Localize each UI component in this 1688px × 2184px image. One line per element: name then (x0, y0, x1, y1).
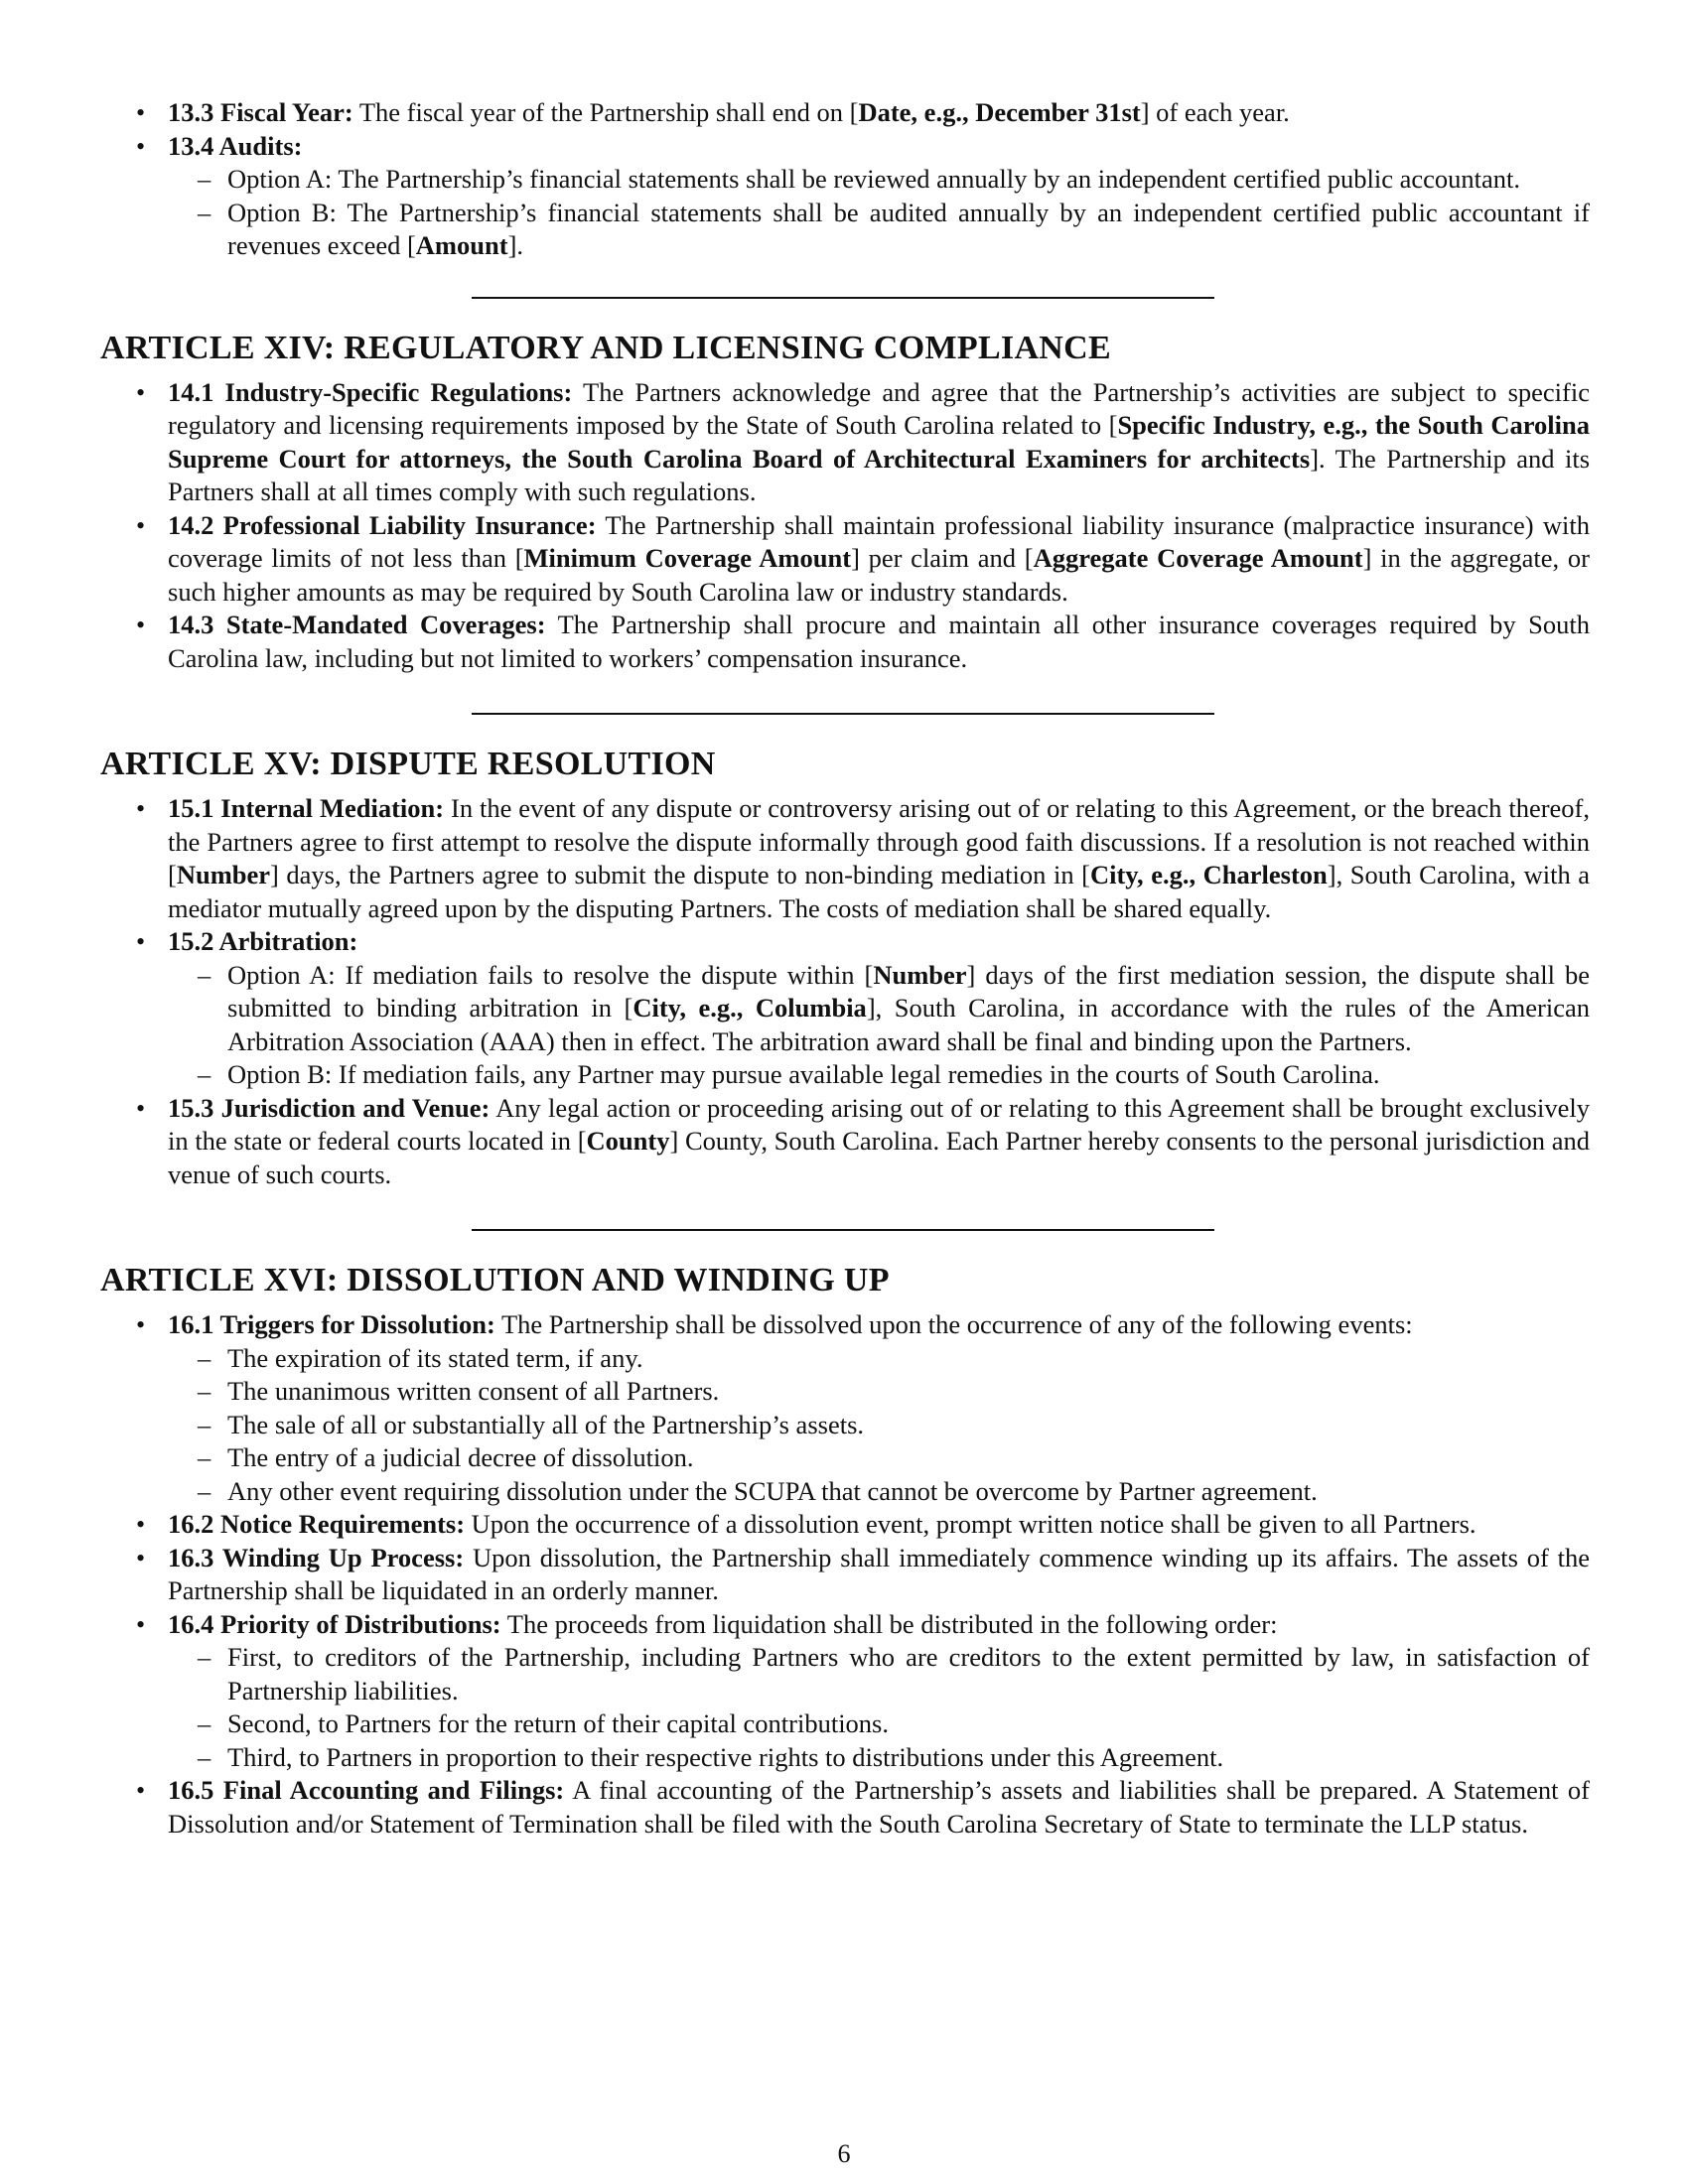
clause-14-1: • 14.1 Industry-Specific Regulations: The Partners acknowledge and agree that the Partnership’s activities are subject to specific regulatory and licensing requirements imposed by the State of South Carolina related to [Specific Industry, e.g., the South Carolina Supreme Court for attorneys, the South Carolina Board of Architectural Examiners for architects]. The Partnership and its Partners shall at all times comply with such regulations. (100, 376, 1590, 509)
list-item: – First, to creditors of the Partnership, including Partners who are creditors to the extent permitted by law, in satisfaction of Partnership liabilities. (168, 1641, 1590, 1707)
section-divider (472, 297, 1214, 299)
clause-label: 16.2 Notice Requirements: (168, 1509, 466, 1539)
page-number: 6 (837, 2139, 851, 2168)
audit-option-b: – Option B: The Partnership’s financial statements shall be audited annually by an independent certified public accountant if revenues exceed [Amount]. (168, 197, 1590, 263)
clause-label: 14.1 Industry-Specific Regulations: (168, 376, 573, 407)
clause-13-3: • 13.3 Fiscal Year: The fiscal year of the Partnership shall end on [Date, e.g., December 31st] of each year. (100, 96, 1590, 130)
audit-options (168, 163, 1590, 263)
clause-14-2: • 14.2 Professional Liability Insurance: The Partnership shall maintain professional liability insurance (malpractice insurance) with coverage limits of not less than [Minimum Coverage Amount] per claim and [Aggregate Coverage Amount] in the aggregate, or such higher amounts as may be required by South Carolina law or industry standards. (100, 509, 1590, 610)
clause-label: 15.1 Internal Mediation: (168, 793, 445, 823)
clause-15-1: • 15.1 Internal Mediation: In the event of any dispute or controversy arising out of or relating to this Agreement, or the breach thereof, the Partners agree to first attempt to resolve the dispute informally through good faith discussions. If a resolution is not reached within [Number] days, the Partners agree to submit the dispute to non-binding mediation in [City, e.g., Charleston], South Carolina, with a mediator mutually agreed upon by the disputing Partners. The costs of mediation shall be shared equally. (100, 792, 1590, 925)
distribution-priorities (168, 1641, 1590, 1774)
clause-label: 15.2 Arbitration: (168, 926, 358, 956)
article-15-list (100, 792, 1590, 1191)
clause-label: 16.5 Final Accounting and Filings: (168, 1775, 565, 1805)
section-divider (472, 713, 1214, 715)
list-item: – The unanimous written consent of all Partners. (168, 1375, 1590, 1409)
clause-16-2: • 16.2 Notice Requirements: Upon the occurrence of a dissolution event, prompt written notice shall be given to all Partners. (100, 1508, 1590, 1542)
audit-option-a: – Option A: The Partnership’s financial statements shall be reviewed annually by an independent certified public accountant. (168, 163, 1590, 197)
clause-15-3: • 15.3 Jurisdiction and Venue: Any legal action or proceeding arising out of or relating to this Agreement shall be brought exclusively in the state or federal courts located in [County] County, South Carolina. Each Partner hereby consents to the personal jurisdiction and venue of such courts. (100, 1092, 1590, 1192)
clause-label: 14.2 Professional Liability Insurance: (168, 509, 597, 540)
clause-label: 14.3 State-Mandated Coverages: (168, 610, 546, 639)
clause-label: 16.4 Priority of Distributions: (168, 1608, 501, 1639)
list-item: – The sale of all or substantially all of the Partnership’s assets. (168, 1409, 1590, 1442)
clause-16-4: • 16.4 Priority of Distributions: The proceeds from liquidation shall be distributed in the following order: – First, to creditors of the Partnership, including Partners who are creditors to the extent permitted by law, in satisfaction of Partnership liabilities. – Second, to Partners for the return of their capital contributions. – Third, to Partners in proportion to their respective rights to distributions under this Agreement. (100, 1608, 1590, 1775)
list-item: – Any other event requiring dissolution under the SCUPA that cannot be overcome by Partner agreement. (168, 1475, 1590, 1509)
arbitration-option-b: – Option B: If mediation fails, any Partner may pursue available legal remedies in the courts of South Carolina. (168, 1058, 1590, 1092)
section-13-list (100, 96, 1590, 263)
article-15-heading: ARTICLE XV: DISPUTE RESOLUTION (100, 746, 716, 782)
list-item: – The expiration of its stated term, if any. (168, 1342, 1590, 1376)
clause-16-5: • 16.5 Final Accounting and Filings: A final accounting of the Partnership’s assets and liabilities shall be prepared. A Statement of Dissolution and/or Statement of Termination shall be filed with the South Carolina Secretary of State to terminate the LLP status. (100, 1774, 1590, 1841)
clause-label: 15.3 Jurisdiction and Venue: (168, 1092, 491, 1123)
arbitration-options (168, 959, 1590, 1092)
document-body (100, 96, 1590, 1841)
article-16-heading: ARTICLE XVI: DISSOLUTION AND WINDING UP (100, 1262, 890, 1298)
clause-label: 13.3 Fiscal Year: (168, 97, 353, 127)
article-16-list (100, 1308, 1590, 1841)
list-item: – Third, to Partners in proportion to their respective rights to distributions under this Agreement. (168, 1741, 1590, 1775)
clause-label: 13.4 Audits: (168, 130, 303, 161)
clause-13-4 (100, 130, 1590, 263)
list-item: – Second, to Partners for the return of their capital contributions. (168, 1707, 1590, 1741)
list-item: – The entry of a judicial decree of dissolution. (168, 1441, 1590, 1475)
dissolution-triggers (168, 1342, 1590, 1509)
arbitration-option-a: – Option A: If mediation fails to resolve the dispute within [Number] days of the first mediation session, the dispute shall be submitted to binding arbitration in [City, e.g., Columbia], South Carolina, in accordance with the rules of the American Arbitration Association (AAA) then in effect. The arbitration award shall be final and binding upon the Partners. (168, 959, 1590, 1059)
clause-16-1: • 16.1 Triggers for Dissolution: The Partnership shall be dissolved upon the occurrence of any of the following events: – The expiration of its stated term, if any. – The unanimous written consent of all Partners. – The sale of all or substantially all of the Partnership’s assets. – The entry of a judicial decree of dissolution. – Any other event requiring dissolution under the SCUPA that cannot be overcome by Partner agreement. (100, 1308, 1590, 1508)
clause-15-2 (100, 925, 1590, 1092)
section-divider (472, 1229, 1214, 1231)
clause-label: 16.3 Winding Up Process: (168, 1542, 465, 1572)
clause-label: 16.1 Triggers for Dissolution: (168, 1309, 495, 1339)
clause-16-3: • 16.3 Winding Up Process: Upon dissolution, the Partnership shall immediately commence winding up its affairs. The assets of the Partnership shall be liquidated in an orderly manner. (100, 1542, 1590, 1608)
clause-14-3: • 14.3 State-Mandated Coverages: The Partnership shall procure and maintain all other insurance coverages required by South Carolina law, including but not limited to workers’ compensation insurance. (100, 609, 1590, 675)
article-14-heading: ARTICLE XIV: REGULATORY AND LICENSING COMPLIANCE (100, 329, 1111, 366)
article-14-list (100, 376, 1590, 676)
